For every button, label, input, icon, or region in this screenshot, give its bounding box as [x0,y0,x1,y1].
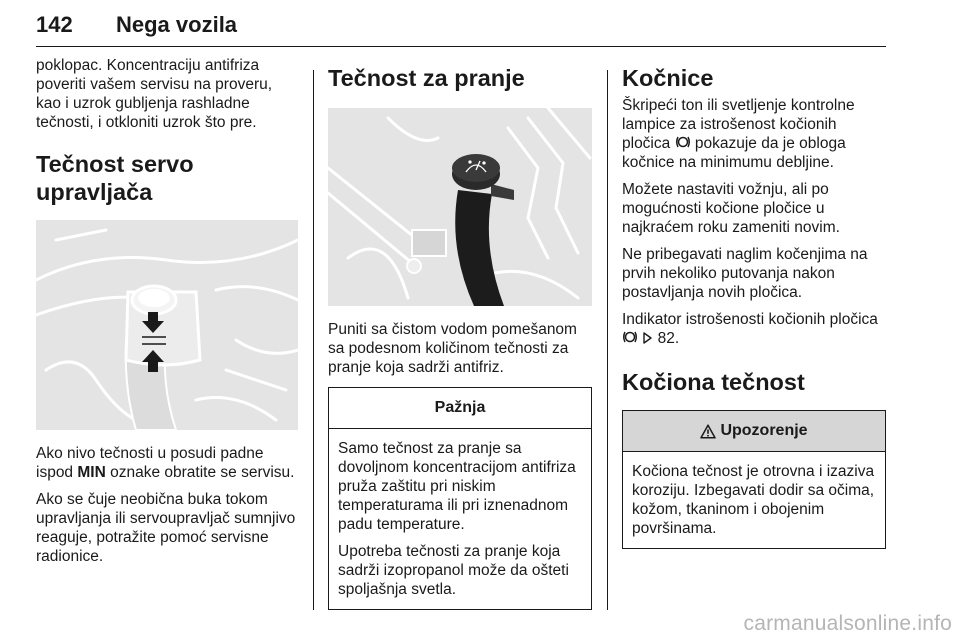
brake-pad-wear-icon [622,329,638,345]
page-header [36,12,886,48]
section-heading-brakes: Kočnice [622,65,714,91]
page-reference-icon[interactable] [642,331,653,345]
header-rule [36,46,886,47]
column-divider [313,70,314,610]
no-hard-braking-text: Ne pribegavati naglim kočenjima na prvih nekoliko putovanja nakon postavljanja novih pločica. [622,246,868,301]
warning-text: Kočiona tečnost je otrovna i izaziva koroziju. Izbegavati dodir sa očima, kožom, tkaninom i obojenim površinama. [632,463,875,537]
warning-triangle-icon [700,424,716,439]
intro-text: poklopac. Koncentraciju antifriza poveriti vašem servisu na proveru, kao i uzrok gubljenja rashladne tečnosti, i otkloniti uzrok što pre. [36,57,273,131]
section-heading-brake-fluid: Kočiona tečnost [622,369,805,395]
section-heading-washer-fluid: Tečnost za pranje [328,65,525,91]
warning-header [623,411,885,452]
power-steering-reservoir-illustration [36,220,298,430]
chapter-title: Nega vozila [116,12,238,37]
warning-title: Upozorenje [720,422,808,439]
notice-text-1: Samo tečnost za pranje sa dovoljnom koncentracijom antifriza pruža zaštitu pri niskim temperaturama ili pri iznenadnom padu temperature. [338,440,576,533]
column-divider [607,70,608,610]
notice-text-2: Upotreba tečnosti za pranje koja sadrži izopropanol može da ošteti spoljašnja svetla. [338,543,569,598]
notice-title: Pažnja [329,388,591,429]
noise-text: Ako se čuje neobična buka tokom upravljanja ili servoupravljač sumnjivo reaguje, potražite pomoć servisne radionice. [36,491,296,565]
washer-fluid-text: Puniti sa čistom vodom pomešanom sa podesnom količinom tečnosti za pranje koja sadrži antifriz. [328,321,577,376]
column-2 [328,56,592,610]
page-number: 142 [36,12,73,37]
watermark: carmanualsonline.info [743,612,952,635]
notice-box [328,387,592,610]
continue-driving-text: Možete nastaviti vožnju, ali po mogućnosti kočione pločice u najkraćem roku zameniti novim. [622,181,840,236]
washer-fluid-reservoir-illustration [328,108,592,306]
brake-pad-text: Škripeći ton ili svetljenje kontrolne lampice za istrošenost kočionih pločica pokazuje da je obloga kočnice na minimumu debljine. [622,97,855,171]
column-1 [36,56,298,574]
min-level-text: Ako nivo tečnosti u posudi padne ispod MIN oznake obratite se servisu. [36,445,295,481]
brake-indicator-text: Indikator istrošenosti kočionih pločica 82. [622,311,878,347]
warning-box [622,410,886,549]
column-3 [622,56,886,549]
section-heading-power-steering: Tečnost servo upravljača [36,151,194,205]
brake-pad-wear-icon [675,134,691,150]
